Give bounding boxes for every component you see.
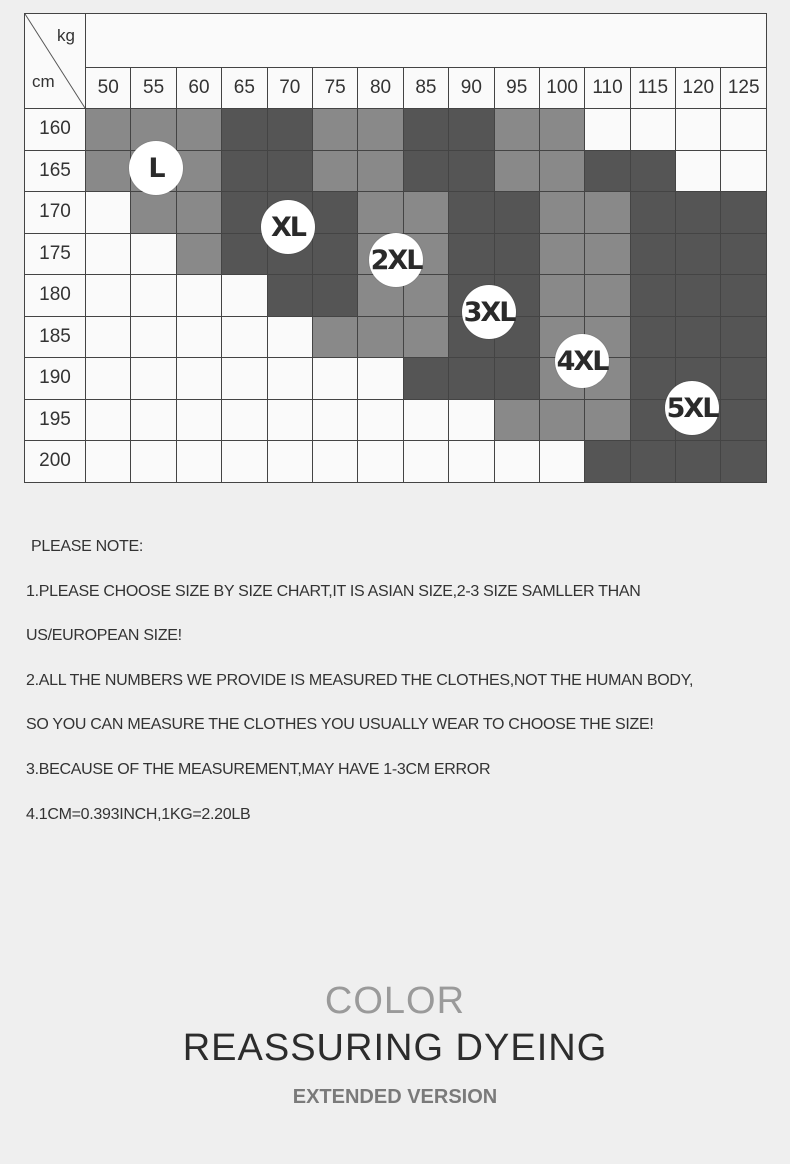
size-zone-cell (222, 109, 267, 151)
size-zone-cell (222, 233, 267, 275)
size-notes (26, 536, 766, 848)
size-zone-cell (539, 150, 584, 192)
size-zone-cell (86, 150, 131, 192)
size-zone-cell (585, 275, 630, 317)
size-zone-cell (267, 275, 312, 317)
size-zone-cell (721, 316, 766, 358)
height-row (25, 316, 767, 358)
weight-header-cell: 110 (585, 68, 630, 109)
size-zone-cell (267, 109, 312, 151)
size-zone-cell (358, 441, 403, 483)
height-label-cell: 195 (25, 399, 86, 441)
size-zone-cell (585, 441, 630, 483)
weight-header-cell: 50 (86, 68, 131, 109)
size-zone-cell (585, 150, 630, 192)
size-zone-cell (131, 275, 176, 317)
size-zone-cell (585, 192, 630, 234)
size-zone-cell (403, 441, 448, 483)
size-zone-cell (176, 150, 221, 192)
height-label-cell: 190 (25, 358, 86, 400)
size-zone-cell (358, 109, 403, 151)
note-line-4: 4.1CM=0.393INCH,1KG=2.20LB (26, 805, 251, 823)
size-zone-cell (131, 192, 176, 234)
size-zone-cell (176, 316, 221, 358)
size-zone-cell (86, 441, 131, 483)
size-zone-cell (449, 399, 494, 441)
weight-header-cell: 95 (494, 68, 539, 109)
size-zone-cell (403, 192, 448, 234)
weight-header-cell: 100 (539, 68, 584, 109)
size-zone-cell (131, 399, 176, 441)
note-line-2: 2.ALL THE NUMBERS WE PROVIDE IS MEASURED THE CLOTHES,NOT THE HUMAN BODY, (26, 671, 694, 689)
axis-corner-cell (25, 14, 86, 109)
size-zone-cell (539, 441, 584, 483)
weight-header-cell: 80 (358, 68, 403, 109)
size-zone-cell (131, 358, 176, 400)
size-zone-cell (358, 150, 403, 192)
size-zone-cell (585, 399, 630, 441)
size-zone-cell (131, 233, 176, 275)
weight-header-cell: 75 (312, 68, 357, 109)
size-zone-cell (267, 358, 312, 400)
size-badge: 3XL (462, 285, 516, 339)
size-zone-cell (86, 399, 131, 441)
size-zone-cell (86, 275, 131, 317)
size-zone-cell (585, 109, 630, 151)
size-zone-cell (676, 192, 721, 234)
height-label-cell: 185 (25, 316, 86, 358)
weight-unit-label: kg (57, 26, 75, 45)
size-zone-cell (176, 192, 221, 234)
size-zone-cell (676, 150, 721, 192)
weight-header-row (25, 68, 767, 109)
size-zone-cell (676, 109, 721, 151)
size-zone-cell (539, 109, 584, 151)
size-zone-cell (403, 399, 448, 441)
size-zone-cell (449, 233, 494, 275)
size-zone-cell (222, 275, 267, 317)
weight-header-cell: 65 (222, 68, 267, 109)
size-zone-cell (630, 109, 675, 151)
size-zone-cell (312, 316, 357, 358)
size-zone-cell (721, 441, 766, 483)
size-zone-cell (494, 192, 539, 234)
size-zone-cell (267, 441, 312, 483)
chart-header-blank (86, 14, 767, 68)
size-zone-cell (403, 109, 448, 151)
size-zone-cell (449, 150, 494, 192)
size-zone-cell (676, 275, 721, 317)
weight-header-cell: 70 (267, 68, 312, 109)
size-zone-cell (222, 358, 267, 400)
size-zone-cell (358, 316, 403, 358)
size-zone-cell (494, 109, 539, 151)
weight-header-cell: 55 (131, 68, 176, 109)
size-zone-cell (312, 192, 357, 234)
size-zone-cell (494, 233, 539, 275)
note-line-1-cont: US/EUROPEAN SIZE! (26, 627, 182, 645)
size-zone-cell (312, 150, 357, 192)
size-zone-cell (131, 441, 176, 483)
height-row (25, 358, 767, 400)
height-row (25, 399, 767, 441)
size-zone-cell (86, 109, 131, 151)
size-zone-cell (176, 399, 221, 441)
size-zone-cell (312, 233, 357, 275)
height-row (25, 192, 767, 234)
size-zone-cell (721, 192, 766, 234)
size-zone-cell (403, 150, 448, 192)
size-zone-cell (676, 441, 721, 483)
height-row (25, 441, 767, 483)
size-zone-cell (494, 358, 539, 400)
height-label-cell: 180 (25, 275, 86, 317)
size-badge: 4XL (555, 334, 609, 388)
size-zone-cell (176, 109, 221, 151)
size-zone-cell (222, 150, 267, 192)
size-zone-cell (358, 192, 403, 234)
note-line-3: 3.BECAUSE OF THE MEASUREMENT,MAY HAVE 1-3CM ERROR (26, 760, 491, 778)
size-zone-cell (721, 275, 766, 317)
size-zone-cell (721, 358, 766, 400)
size-zone-cell (176, 441, 221, 483)
size-zone-cell (312, 275, 357, 317)
size-zone-cell (721, 233, 766, 275)
size-zone-cell (312, 109, 357, 151)
height-label-cell: 170 (25, 192, 86, 234)
size-zone-cell (494, 150, 539, 192)
size-zone-cell (449, 192, 494, 234)
size-zone-cell (267, 150, 312, 192)
weight-header-cell: 120 (676, 68, 721, 109)
chart-top-row (25, 14, 767, 68)
height-label-cell: 175 (25, 233, 86, 275)
size-zone-cell (267, 399, 312, 441)
size-zone-cell (539, 275, 584, 317)
size-zone-cell (494, 441, 539, 483)
size-zone-cell (676, 233, 721, 275)
size-zone-cell (721, 399, 766, 441)
size-zone-cell (539, 399, 584, 441)
size-zone-cell (630, 316, 675, 358)
size-zone-cell (721, 150, 766, 192)
height-row (25, 109, 767, 151)
footer-subtitle: EXTENDED VERSION (292, 1086, 498, 1108)
size-zone-cell (86, 316, 131, 358)
size-zone-cell (630, 150, 675, 192)
size-zone-cell (449, 358, 494, 400)
size-zone-cell (630, 275, 675, 317)
size-badge: L (129, 141, 183, 195)
height-label-cell: 200 (25, 441, 86, 483)
size-badge: 5XL (665, 381, 719, 435)
size-zone-cell (449, 441, 494, 483)
size-zone-cell (585, 233, 630, 275)
size-zone-cell (630, 192, 675, 234)
footer-color-label: COLOR (324, 980, 466, 1022)
size-zone-cell (358, 399, 403, 441)
note-line-2-cont: SO YOU CAN MEASURE THE CLOTHES YOU USUALLY WEAR TO CHOOSE THE SIZE! (26, 716, 654, 734)
size-zone-cell (131, 316, 176, 358)
size-zone-cell (312, 358, 357, 400)
size-zone-cell (539, 233, 584, 275)
footer-title: REASSURING DYEING (182, 1027, 608, 1069)
size-zone-cell (312, 441, 357, 483)
size-zone-cell (403, 358, 448, 400)
size-zone-cell (312, 399, 357, 441)
note-heading: PLEASE NOTE: (31, 538, 143, 555)
size-badge: XL (261, 200, 315, 254)
size-zone-cell (630, 233, 675, 275)
size-zone-cell (358, 358, 403, 400)
size-zone-cell (403, 316, 448, 358)
note-line-1: 1.PLEASE CHOOSE SIZE BY SIZE CHART,IT IS ASIAN SIZE,2-3 SIZE SAMLLER THAN (26, 582, 641, 600)
size-zone-cell (86, 192, 131, 234)
size-zone-cell (222, 441, 267, 483)
size-zone-cell (86, 358, 131, 400)
size-zone-cell (176, 358, 221, 400)
size-zone-cell (676, 316, 721, 358)
weight-header-cell: 115 (630, 68, 675, 109)
diagonal-divider (25, 14, 85, 108)
size-zone-cell (721, 109, 766, 151)
size-zone-cell (176, 275, 221, 317)
size-zone-cell (222, 399, 267, 441)
size-zone-cell (267, 316, 312, 358)
height-unit-label: cm (32, 72, 55, 91)
size-zone-cell (449, 109, 494, 151)
height-label-cell: 160 (25, 109, 86, 151)
height-label-cell: 165 (25, 150, 86, 192)
size-badge: 2XL (369, 233, 423, 287)
size-zone-cell (630, 441, 675, 483)
size-zone-cell (86, 233, 131, 275)
weight-header-cell: 125 (721, 68, 766, 109)
size-zone-cell (494, 399, 539, 441)
size-zone-cell (222, 316, 267, 358)
weight-header-cell: 60 (176, 68, 221, 109)
size-zone-cell (539, 192, 584, 234)
size-zone-cell (176, 233, 221, 275)
weight-header-cell: 90 (449, 68, 494, 109)
weight-header-cell: 85 (403, 68, 448, 109)
